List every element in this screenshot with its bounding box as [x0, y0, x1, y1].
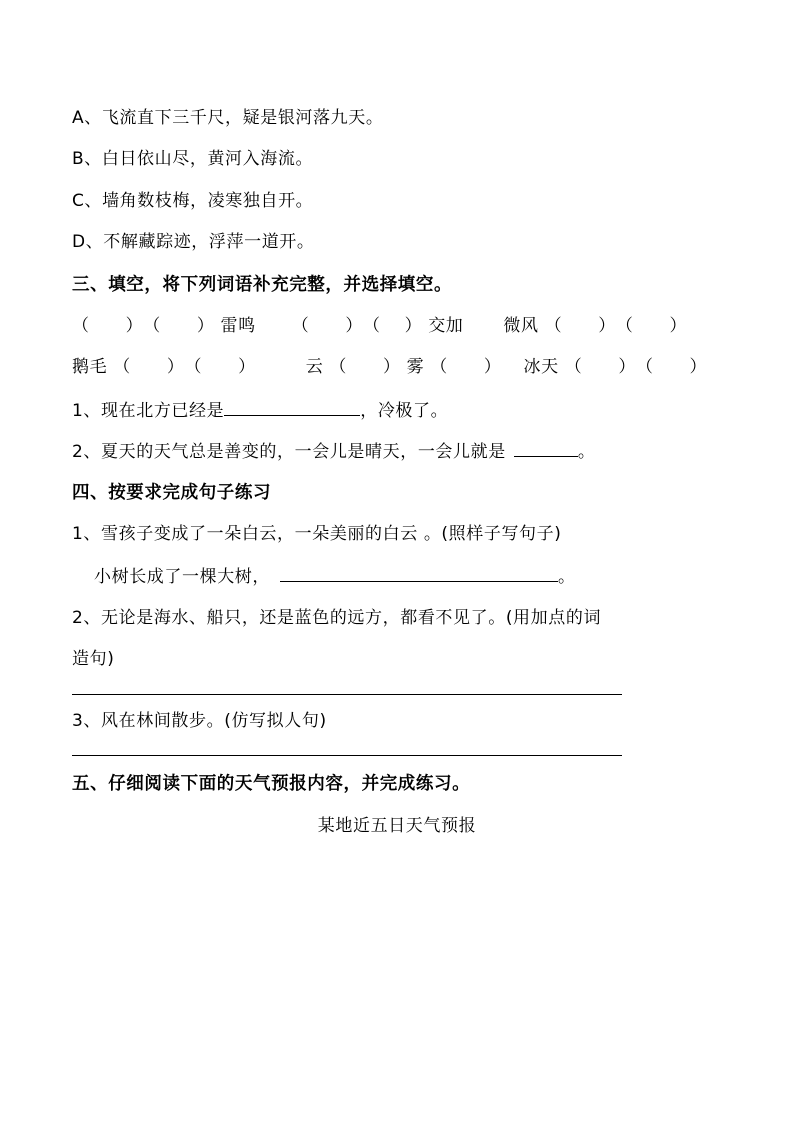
blank-paren[interactable]: （ ） [72, 316, 144, 336]
blank-paren[interactable]: （ ） [329, 357, 401, 377]
question-text: 2、夏天的天气总是善变的，一会儿是晴天，一会儿就是 [72, 442, 506, 462]
blank-paren[interactable]: （ ） [615, 316, 688, 336]
option-a: A、飞流直下三千尺，疑是银河落九天。 [72, 108, 384, 128]
blank-paren[interactable]: （ ） [635, 357, 708, 377]
question-text: 。 [577, 442, 596, 462]
question-text: 1、现在北方已经是 [72, 401, 225, 421]
blank-paren[interactable]: （ ） [362, 316, 423, 336]
section-5-heading: 五、仔细阅读下面的天气预报内容，并完成练习。 [72, 774, 471, 794]
question-text: 。 [558, 567, 576, 587]
blank-paren[interactable]: （ ） [143, 316, 215, 336]
question-text: ，冷极了。 [360, 401, 449, 421]
blank-paren[interactable]: （ ） [430, 357, 502, 377]
answer-blank[interactable] [224, 397, 360, 416]
forecast-subtitle: 某地近五日天气预报 [317, 816, 477, 836]
sentence-question-3: 3、风在林间散步。(仿写拟人句) [72, 711, 327, 731]
word-e-mao: 鹅毛 [72, 357, 108, 377]
option-b: B、白日依山尽，黄河入海流。 [72, 149, 314, 169]
word-jiao-jia: 交加 [428, 316, 464, 336]
blank-paren[interactable]: （ ） [564, 357, 636, 377]
question-text: 小树长成了一棵大树， [94, 567, 270, 587]
word-yun: 云 [305, 357, 324, 377]
fill-row-2 [72, 355, 707, 379]
sentence-question-2-line-2: 造句) [72, 649, 115, 669]
answer-line-3[interactable] [72, 755, 622, 756]
option-d: D、不解藏踪迹，浮萍一道开。 [72, 232, 315, 252]
blank-paren[interactable]: （ ） [291, 316, 363, 336]
sentence-question-2-line-1: 2、无论是海水、船只，还是蓝色的远方，都看不见了。(用加点的词 [72, 608, 602, 628]
fill-row-1 [72, 314, 687, 338]
word-lei-ming: 雷鸣 [220, 316, 256, 336]
word-wu: 雾 [406, 357, 425, 377]
fill-question-1 [72, 397, 448, 423]
answer-blank[interactable] [280, 563, 558, 582]
word-wei-feng: 微风 [503, 316, 539, 336]
section-4-heading: 四、按要求完成句子练习 [72, 483, 272, 503]
blank-paren[interactable]: （ ） [184, 357, 256, 377]
blank-paren[interactable]: （ ） [113, 357, 185, 377]
fill-question-2 [72, 438, 595, 464]
sentence-question-1: 1、雪孩子变成了一朵白云，一朵美丽的白云 。(照样子写句子) [72, 524, 562, 544]
blank-paren[interactable]: （ ） [544, 316, 616, 336]
answer-line-2[interactable] [72, 694, 622, 695]
option-c: C、墙角数枝梅，凌寒独自开。 [72, 191, 314, 211]
word-bing-tian: 冰天 [523, 357, 559, 377]
sentence-answer-1 [94, 563, 576, 589]
section-3-heading: 三、填空，将下列词语补充完整，并选择填空。 [72, 275, 453, 295]
answer-blank[interactable] [514, 438, 578, 457]
